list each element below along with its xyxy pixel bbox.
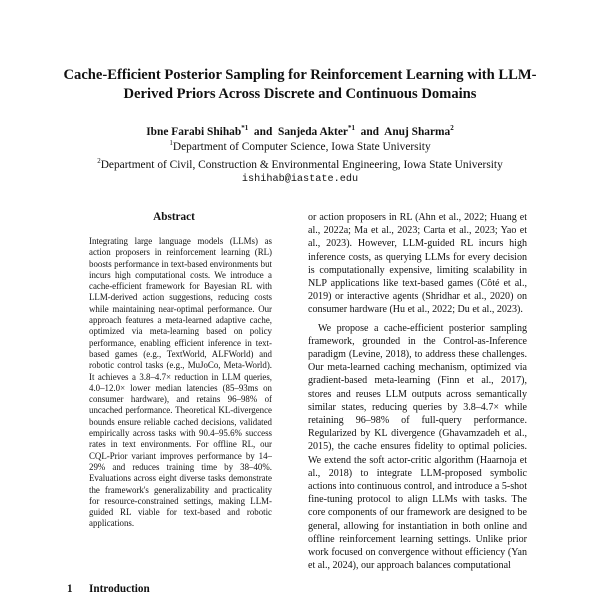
affiliations (30, 136, 570, 187)
abstract-text: Integrating large language models (LLMs) as action proposers in reinforcement learning (RL) boosts performance in text-based environments but incurs high computational costs. We introduce a cache-efficient framework for Bayesian RL with LLM-derived action suggestions, reducing costs while maintaining near-optimal performance. Our approach features a meta-learned adaptive cache, optimized via meta-learning based on policy performance, enabling efficient inference in text-based games (e.g., TextWorld, ALFWorld) and robotic control tasks (e.g., MuJoCo, Meta-World). It achieves a 3.8–4.7× reduction in LLM queries, 4.0–12.0× lower median latencies (85–93ms on consumer hardware), and retains 96–98% of uncached performance. Theoretical KL-divergence bounds ensure reliable cached decisions, validated empirically across tasks with 90.4–95.6% success rates in text environments. For offline RL, our CQL-Prior variant improves performance by 14–29% and reduces training time by 38–40%. Evaluations across eight diverse tasks demonstrate the framework's generalizability and practicality for resource-constrained settings, making LLM-guided RL viable for text-based and robotic applications. (89, 236, 272, 529)
abstract-heading: Abstract (153, 211, 195, 223)
affiliation-mark: 2 (97, 157, 101, 166)
author-affil-mark: *1 (347, 124, 355, 132)
author-affil-mark: *1 (241, 124, 249, 132)
affiliation-line (30, 154, 570, 172)
paper-title: Cache-Efficient Posterior Sampling for Reinforcement Learning with LLM-Derived Priors Across Discrete and Continuous Domains (63, 67, 537, 102)
affiliation-text: Department of Civil, Construction & Environmental Engineering, Iowa State University (100, 159, 503, 172)
affiliation-text: Department of Computer Science, Iowa State University (172, 140, 431, 153)
section-heading (67, 583, 150, 595)
author-name: Ibne Farabi Shihab (146, 125, 242, 138)
section-number: 1 (67, 583, 73, 595)
section-title: Introduction (89, 583, 150, 595)
author-affil-mark: 2 (450, 124, 454, 132)
author-email: ishihab@iastate.edu (241, 173, 359, 185)
right-column (308, 211, 527, 572)
affiliation-line (30, 136, 570, 154)
body-paragraph: or action proposers in RL (Ahn et al., 2022; Huang et al., 2022a; Ma et al., 2023; Carta et al., 2023; Yao et al., 2023). However, LLM-guided RL incurs high inference costs, as querying LLMs for every decision is computationally expensive, limiting scalability in NLP applications like text-based games (Côté et al., 2019) or interactive agents (Shridhar et al., 2020) on consumer hardware (Hu et al., 2022; Du et al., 2023). (308, 212, 527, 316)
affiliation-mark: 1 (169, 139, 173, 147)
author-conjunction: and (253, 125, 273, 138)
author-name: Anuj Sharma (384, 125, 451, 138)
author-conjunction: and (360, 125, 380, 138)
body-paragraph: We propose a cache-efficient posterior sampling framework, grounded in the Control-as-Inference paradigm (Levine, 2018), to address these challenges. Our meta-learned caching mechanism, optimized via gradient-based meta-learning (Finn et al., 2017), stores and reuses LLM outputs across semantically similar states, reducing queries by 3.8–4.7× while retaining 96–98% of full-query performance. Regularized by KL divergence (Ghavamzadeh et al., 2015), the cache ensures fidelity to optimal policies. We extend the soft actor-critic algorithm (Haarnoja et al., 2018) to integrate LLM-proposed symbolic actions into continuous control, and introduce a 5-shot fine-tuning protocol to align LLMs with tasks. The core components of our framework are designed to be general, allowing for instantiation in both online and offline reinforcement learning settings. Unlike prior work focused on convergence without efficiency (Yan et al., 2024), our approach balances computational (308, 322, 527, 572)
author-name: Sanjeda Akter (278, 125, 348, 138)
